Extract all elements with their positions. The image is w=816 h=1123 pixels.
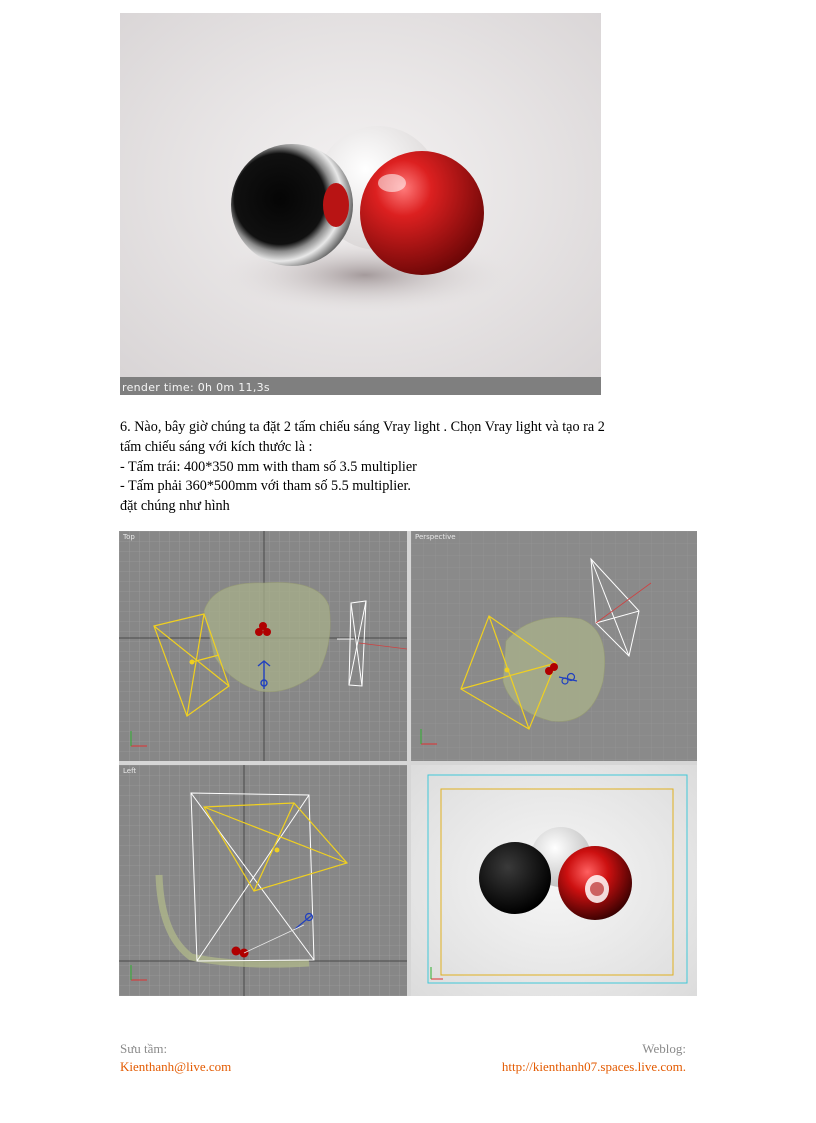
render-caption-bar [120, 377, 601, 395]
render-time-caption: render time: 0h 0m 11,3s [122, 381, 270, 394]
camera-viewport [411, 765, 697, 996]
render-scene [120, 13, 601, 395]
footer-email-link[interactable]: Kienthanh@live.com [120, 1059, 232, 1074]
viewport-screenshot [119, 531, 697, 996]
top-viewport-label: Top [123, 533, 135, 541]
perspective-viewport-label: Perspective [415, 533, 456, 541]
perspective-viewport [411, 531, 697, 761]
footer-source-label: Sưu tầm: [120, 1041, 168, 1056]
step-text [120, 418, 690, 517]
step-line-3: - Tấm trái: 400*350 mm with tham số 3.5 multiplier [120, 458, 417, 475]
footer-weblog-link[interactable]: http://kienthanh07.spaces.live.com. [501, 1059, 686, 1074]
footer-right [502, 1040, 686, 1076]
left-viewport [119, 765, 407, 996]
step-line-1: 6. Nào, bây giờ chúng ta đặt 2 tấm chiếu sáng Vray light . Chọn Vray light và tạo ra 2 [120, 419, 605, 435]
step-line-2: tấm chiếu sáng với kích thước là : [120, 438, 313, 455]
top-viewport [119, 531, 407, 761]
step-line-5: đặt chúng như hình [120, 498, 230, 515]
left-viewport-label: Left [123, 767, 137, 775]
footer-left [120, 1040, 231, 1076]
render-image [120, 13, 601, 395]
step-line-4: - Tấm phải 360*500mm với tham số 5.5 multiplier. [120, 478, 411, 495]
footer-weblog-label: Weblog: [642, 1041, 686, 1056]
